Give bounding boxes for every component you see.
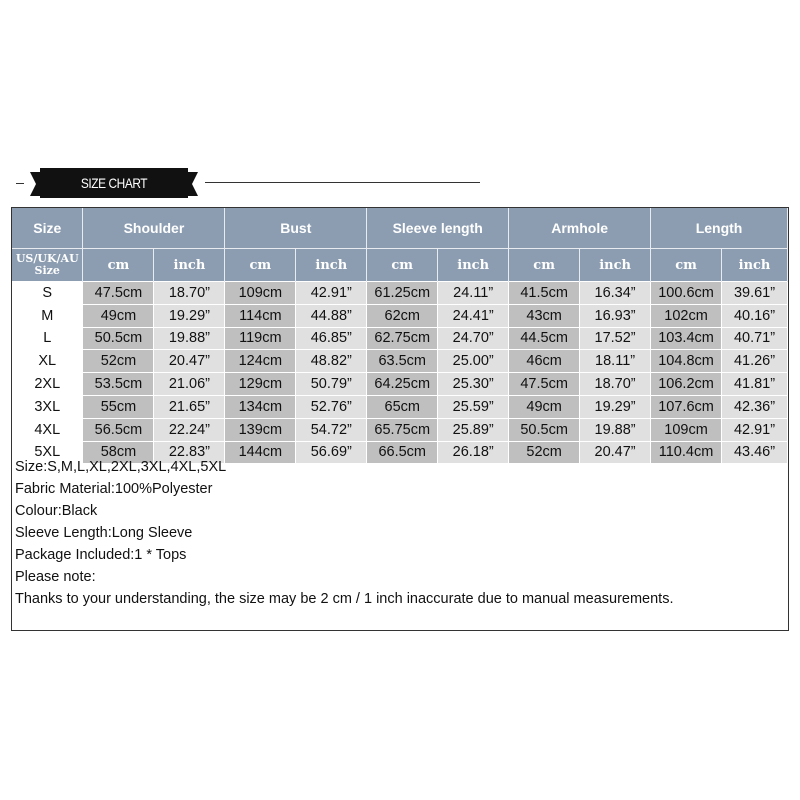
unit-inch: inch: [296, 249, 367, 282]
inch-value-cell: 40.16”: [722, 304, 788, 327]
inch-value-cell: 21.06”: [154, 373, 225, 396]
inch-value-cell: 25.00”: [438, 350, 509, 373]
product-notes: [15, 456, 785, 610]
header-sleeve-length: Sleeve length: [367, 208, 509, 249]
inch-value-cell: 24.70”: [438, 327, 509, 350]
inch-value-cell: 25.30”: [438, 373, 509, 396]
cm-value-cell: 65cm: [367, 395, 438, 418]
inch-value-cell: 18.70”: [154, 282, 225, 305]
inch-value-cell: 46.85”: [296, 327, 367, 350]
cm-value-cell: 66.5cm: [367, 441, 438, 463]
table-row: [12, 350, 788, 373]
cm-value-cell: 50.5cm: [509, 418, 580, 441]
size-cell: 5XL: [12, 441, 83, 463]
inch-value-cell: 18.11”: [580, 350, 651, 373]
table-row: [12, 418, 788, 441]
unit-cm: cm: [509, 249, 580, 282]
inch-value-cell: 19.29”: [154, 304, 225, 327]
cm-value-cell: 129cm: [225, 373, 296, 396]
inch-value-cell: 16.93”: [580, 304, 651, 327]
cm-value-cell: 110.4cm: [651, 441, 722, 463]
note-line: Package Included:1 * Tops: [15, 547, 187, 563]
inch-value-cell: 44.88”: [296, 304, 367, 327]
inch-value-cell: 41.26”: [722, 350, 788, 373]
cm-value-cell: 47.5cm: [509, 373, 580, 396]
table-group-header: [12, 208, 788, 249]
inch-value-cell: 41.81”: [722, 373, 788, 396]
inch-value-cell: 39.61”: [722, 282, 788, 305]
table-body: [12, 282, 788, 464]
header-shoulder: Shoulder: [83, 208, 225, 249]
inch-value-cell: 42.91”: [296, 282, 367, 305]
table-row: [12, 282, 788, 305]
banner-divider-right: [205, 182, 480, 183]
header-size: Size: [12, 208, 83, 249]
banner-title: SIZE CHART: [80, 175, 148, 191]
cm-value-cell: 62.75cm: [367, 327, 438, 350]
unit-inch: inch: [580, 249, 651, 282]
inch-value-cell: 25.59”: [438, 395, 509, 418]
cm-value-cell: 52cm: [83, 350, 154, 373]
note-line: Sleeve Length:Long Sleeve: [15, 525, 193, 541]
cm-value-cell: 114cm: [225, 304, 296, 327]
inch-value-cell: 24.41”: [438, 304, 509, 327]
unit-cm: cm: [367, 249, 438, 282]
unit-inch: inch: [154, 249, 225, 282]
inch-value-cell: 54.72”: [296, 418, 367, 441]
inch-value-cell: 20.47”: [580, 441, 651, 463]
inch-value-cell: 22.24”: [154, 418, 225, 441]
cm-value-cell: 124cm: [225, 350, 296, 373]
cm-value-cell: 106.2cm: [651, 373, 722, 396]
inch-value-cell: 19.29”: [580, 395, 651, 418]
size-chart-panel: [11, 207, 789, 631]
unit-cm: cm: [83, 249, 154, 282]
inch-value-cell: 25.89”: [438, 418, 509, 441]
inch-value-cell: 26.18”: [438, 441, 509, 463]
cm-value-cell: 46cm: [509, 350, 580, 373]
size-cell: M: [12, 304, 83, 327]
cm-value-cell: 134cm: [225, 395, 296, 418]
table-row: [12, 304, 788, 327]
cm-value-cell: 100.6cm: [651, 282, 722, 305]
cm-value-cell: 65.75cm: [367, 418, 438, 441]
inch-value-cell: 42.91”: [722, 418, 788, 441]
cm-value-cell: 44.5cm: [509, 327, 580, 350]
size-chart-banner: [0, 160, 800, 208]
inch-value-cell: 50.79”: [296, 373, 367, 396]
inch-value-cell: 18.70”: [580, 373, 651, 396]
table-row: [12, 327, 788, 350]
unit-inch: inch: [722, 249, 788, 282]
header-length: Length: [651, 208, 788, 249]
cm-value-cell: 58cm: [83, 441, 154, 463]
cm-value-cell: 55cm: [83, 395, 154, 418]
note-line: Thanks to your understanding, the size may be 2 cm / 1 inch inaccurate due to manual measurements.: [15, 591, 674, 607]
size-cell: XL: [12, 350, 83, 373]
cm-value-cell: 107.6cm: [651, 395, 722, 418]
inch-value-cell: 19.88”: [154, 327, 225, 350]
note-line: Please note:: [15, 569, 96, 585]
size-cell: 2XL: [12, 373, 83, 396]
inch-value-cell: 17.52”: [580, 327, 651, 350]
inch-value-cell: 21.65”: [154, 395, 225, 418]
header-bust: Bust: [225, 208, 367, 249]
size-cell: 3XL: [12, 395, 83, 418]
cm-value-cell: 53.5cm: [83, 373, 154, 396]
cm-value-cell: 49cm: [509, 395, 580, 418]
header-armhole: Armhole: [509, 208, 651, 249]
inch-value-cell: 40.71”: [722, 327, 788, 350]
inch-value-cell: 52.76”: [296, 395, 367, 418]
inch-value-cell: 56.69”: [296, 441, 367, 463]
cm-value-cell: 102cm: [651, 304, 722, 327]
cm-value-cell: 41.5cm: [509, 282, 580, 305]
cm-value-cell: 43cm: [509, 304, 580, 327]
header-size-region: US/UK/AU Size: [12, 249, 83, 282]
size-cell: L: [12, 327, 83, 350]
unit-cm: cm: [651, 249, 722, 282]
note-line: Fabric Material:100%Polyester: [15, 481, 213, 497]
inch-value-cell: 48.82”: [296, 350, 367, 373]
cm-value-cell: 63.5cm: [367, 350, 438, 373]
cm-value-cell: 119cm: [225, 327, 296, 350]
unit-cm: cm: [225, 249, 296, 282]
cm-value-cell: 104.8cm: [651, 350, 722, 373]
cm-value-cell: 64.25cm: [367, 373, 438, 396]
inch-value-cell: 24.11”: [438, 282, 509, 305]
inch-value-cell: 22.83”: [154, 441, 225, 463]
cm-value-cell: 52cm: [509, 441, 580, 463]
cm-value-cell: 56.5cm: [83, 418, 154, 441]
cm-value-cell: 109cm: [225, 282, 296, 305]
inch-value-cell: 20.47”: [154, 350, 225, 373]
inch-value-cell: 19.88”: [580, 418, 651, 441]
note-line: Size:S,M,L,XL,2XL,3XL,4XL,5XL: [15, 459, 227, 475]
size-table: [12, 208, 788, 463]
size-cell: S: [12, 282, 83, 305]
banner-divider-left: [16, 183, 24, 184]
inch-value-cell: 16.34”: [580, 282, 651, 305]
inch-value-cell: 43.46”: [722, 441, 788, 463]
note-line: Colour:Black: [15, 503, 98, 519]
cm-value-cell: 103.4cm: [651, 327, 722, 350]
cm-value-cell: 109cm: [651, 418, 722, 441]
cm-value-cell: 47.5cm: [83, 282, 154, 305]
size-cell: 4XL: [12, 418, 83, 441]
table-row: [12, 395, 788, 418]
cm-value-cell: 62cm: [367, 304, 438, 327]
cm-value-cell: 61.25cm: [367, 282, 438, 305]
table-row: [12, 373, 788, 396]
unit-inch: inch: [438, 249, 509, 282]
cm-value-cell: 50.5cm: [83, 327, 154, 350]
cm-value-cell: 49cm: [83, 304, 154, 327]
cm-value-cell: 144cm: [225, 441, 296, 463]
cm-value-cell: 139cm: [225, 418, 296, 441]
table-unit-header: [12, 249, 788, 282]
inch-value-cell: 42.36”: [722, 395, 788, 418]
